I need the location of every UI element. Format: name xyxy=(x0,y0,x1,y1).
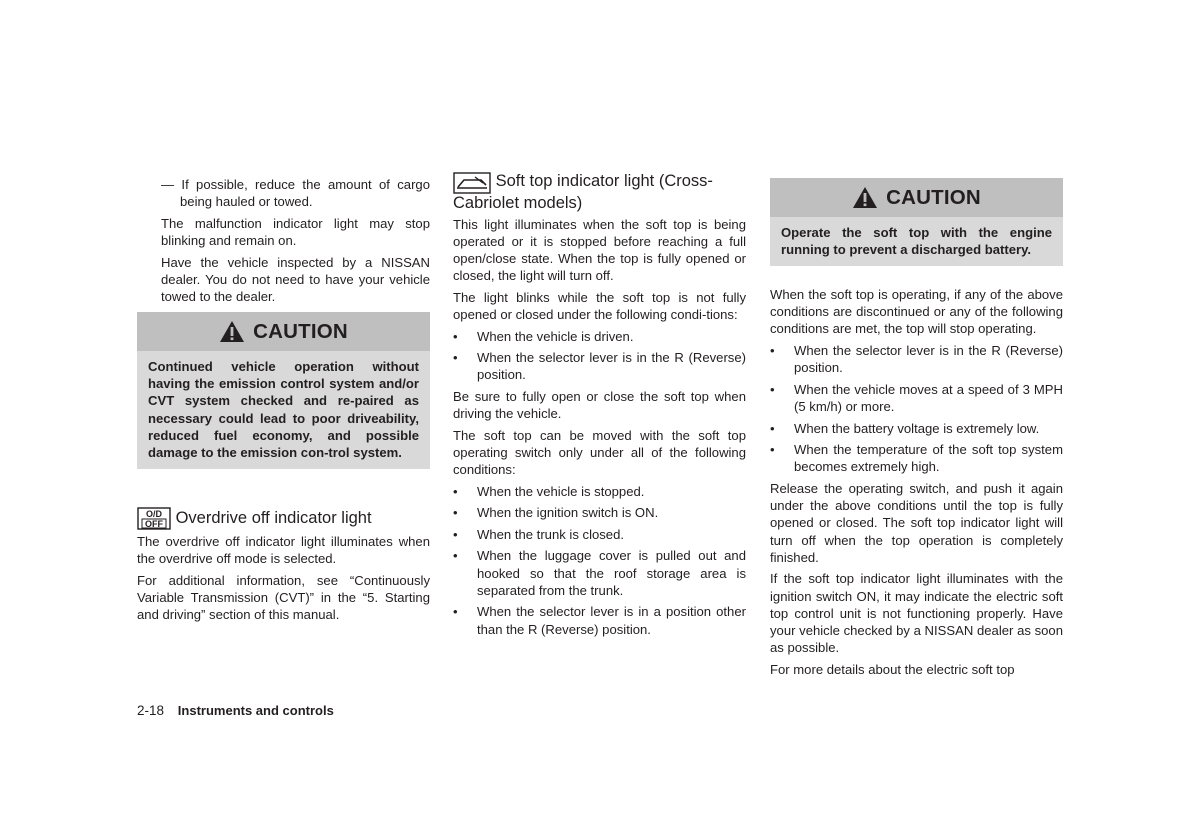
page-footer xyxy=(137,703,334,718)
warning-icon xyxy=(219,320,245,343)
paragraph: Have the vehicle inspected by a NISSAN dealer. You do not need to have your vehicle towed to the dealer. xyxy=(161,254,430,304)
caution-box xyxy=(137,312,430,469)
section-heading xyxy=(137,507,430,530)
list-item: • When the luggage cover is pulled out and hooked so that the roof storage area is separated from the trunk. xyxy=(453,547,746,599)
list-item: • When the selector lever is in the R (Reverse) position. xyxy=(453,349,746,383)
paragraph: The overdrive off indicator light illuminates when the overdrive off mode is selected. xyxy=(137,534,430,567)
softtop-heading-line2: Cabriolet models) xyxy=(453,194,583,212)
paragraph: Release the operating switch, and push it again under the above conditions until the top is fully opened or closed. The soft top indicator light will turn off when the top operation is completely finished. xyxy=(770,480,1063,565)
list-item: • When the battery voltage is extremely low. xyxy=(770,420,1063,437)
icon-text-top: O/D xyxy=(145,509,163,519)
caution-header xyxy=(770,178,1063,217)
list-item: • When the selector lever is in a position other than the R (Reverse) position. xyxy=(453,603,746,637)
list-item: • When the ignition switch is ON. xyxy=(453,504,746,521)
paragraph: For additional information, see “Continuously Variable Transmission (CVT)” in the “5. Starting and driving” section of this manual. xyxy=(137,572,430,623)
icon-text-bottom: OFF xyxy=(145,519,163,529)
section-heading xyxy=(453,172,746,213)
paragraph: When the soft top is operating, if any of the above conditions are discontinued or any of the following conditions are met, the top will stop operating. xyxy=(770,287,1063,337)
paragraph: Be sure to fully open or close the soft top when driving the vehicle. xyxy=(453,388,746,422)
column-1 xyxy=(161,176,430,310)
list-item: • When the trunk is closed. xyxy=(453,526,746,543)
paragraph: This light illuminates when the soft top is being operated or it is stopped before reaching a full open/close state. When the top is fully opened or closed, the light will turn off. xyxy=(453,216,746,284)
overdrive-section xyxy=(137,507,430,628)
caution-title: CAUTION xyxy=(886,185,981,209)
paragraph: For more details about the electric soft top xyxy=(770,661,1015,677)
caution-title: CAUTION xyxy=(253,319,348,343)
list-item: • When the temperature of the soft top system becomes extremely high. xyxy=(770,441,1063,475)
column-3 xyxy=(770,286,1063,682)
soft-top-icon xyxy=(453,172,491,194)
list-item: • When the vehicle moves at a speed of 3 MPH (5 km/h) or more. xyxy=(770,381,1063,415)
warning-icon xyxy=(852,186,878,209)
paragraph: The soft top can be moved with the soft top operating switch only under all of the following conditions: xyxy=(453,427,746,478)
list-item: • When the selector lever is in the R (Reverse) position. xyxy=(770,342,1063,376)
list-item: • When the vehicle is stopped. xyxy=(453,483,746,500)
page-number: 2-18 xyxy=(137,703,165,718)
section-title: Instruments and controls xyxy=(177,703,334,718)
overdrive-off-icon xyxy=(137,507,171,530)
dash-item: — If possible, reduce the amount of cargo being hauled or towed. xyxy=(161,177,430,210)
paragraph: The malfunction indicator light may stop blinking and remain on. xyxy=(161,215,430,248)
caution-header xyxy=(137,312,430,351)
list-item: • When the vehicle is driven. xyxy=(453,328,746,345)
caution-text: Operate the soft top with the engine running to prevent a discharged battery. xyxy=(781,225,1052,258)
caution-text: Continued vehicle operation without having the emission control system and/or CVT system checked and re-paired as necessary could lead to poor driveability, reduced fuel economy, and possible damage to the emission con-trol system. xyxy=(148,359,419,461)
paragraph: If the soft top indicator light illuminates with the ignition switch ON, it may indicate the electric soft top control unit is not functioning properly. Have your vehicle checked by a NISSAN dealer as soon as possible. xyxy=(770,571,1063,656)
paragraph: The light blinks while the soft top is not fully opened or closed under the following condi-tions: xyxy=(453,289,746,322)
softtop-heading-line1: Soft top indicator light (Cross- xyxy=(495,172,713,190)
overdrive-heading: Overdrive off indicator light xyxy=(175,508,372,527)
caution-box xyxy=(770,178,1063,266)
column-2 xyxy=(453,172,746,642)
